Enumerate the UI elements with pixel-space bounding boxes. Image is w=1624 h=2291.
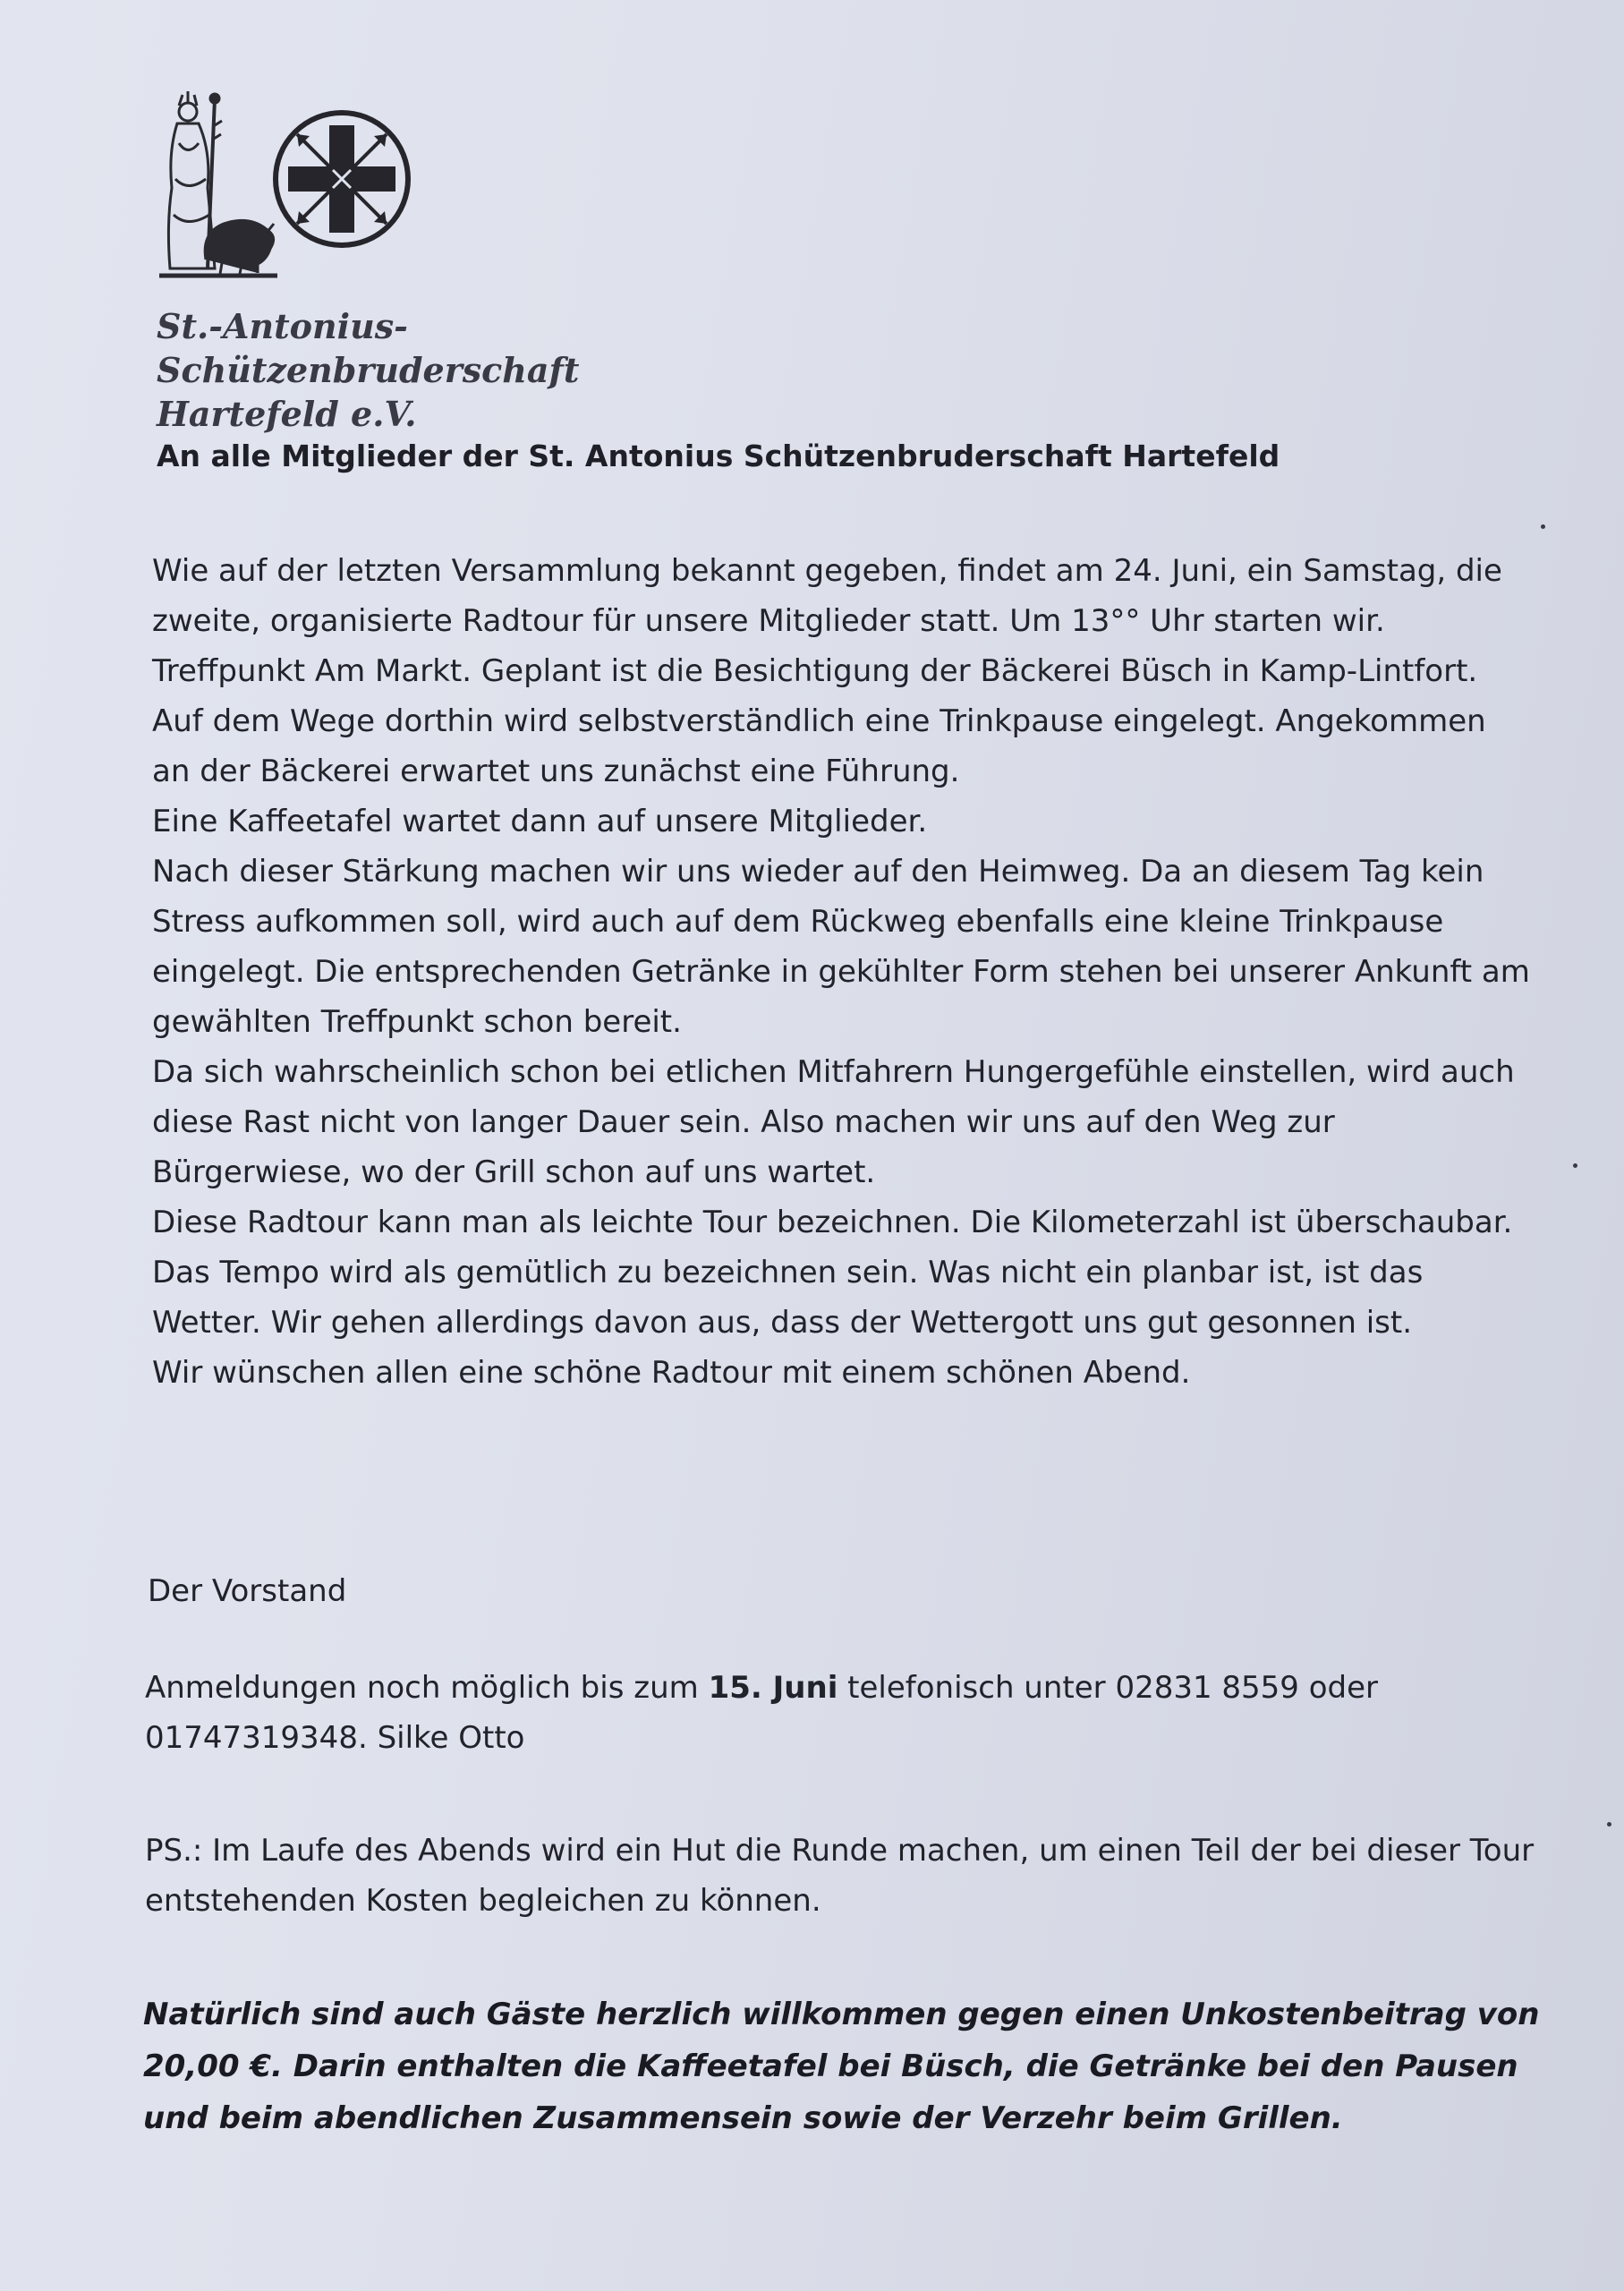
registration-suffix: telefonisch unter 02831 8559 oder 01747319348. Silke Otto <box>145 1670 1379 1756</box>
postscript: PS.: Im Laufe des Abends wird ein Hut die Runde machen, um einen Teil der bei dieser Tour entstehenden Kosten begleichen zu können. <box>145 1833 1535 1919</box>
body-paragraph-5: Diese Radtour kann man als leichte Tour bezeichnen. Die Kilometerzahl ist überschaubar. Das Tempo wird als gemütlich zu bezeichnen sein. Was nicht ein planbar ist, ist das Wetter. Wir gehen allerdings davon aus, dass der Wettergott uns gut gesonnen ist. <box>152 1205 1513 1341</box>
guests-note: Natürlich sind auch Gäste herzlich willkommen gegen einen Unkostenbeitrag von 20,00 €. Darin enthalten die Kaffeetafel bei Büsch, die Getränke bei den Pausen und beim abendlichen Zusammensein sowie der Verzehr beim Grillen. <box>143 1997 1540 2136</box>
signature: Der Vorstand <box>148 1573 347 1609</box>
registration-note <box>145 1663 1541 1763</box>
paper-speck <box>1607 1822 1611 1827</box>
org-name-line-1: St.-Antonius- <box>157 306 408 346</box>
org-name <box>157 304 783 436</box>
body-paragraph-6: Wir wünschen allen eine schöne Radtour mit einem schönen Abend. <box>152 1355 1191 1391</box>
letter-body <box>152 546 1530 1398</box>
registration-deadline: 15. Juni <box>708 1670 838 1706</box>
paper-speck <box>1541 524 1545 529</box>
body-paragraph-1: Wie auf der letzten Versammlung bekannt gegeben, findet am 24. Juni, ein Samstag, die zweite, organisierte Radtour für unsere Mitglieder statt. Um 13°° Uhr starten wir. Treffpunkt Am Markt. Geplant ist die Besichtigung der Bäckerei Büsch in Kamp-Lintfort. Auf dem Wege dorthin wird selbstverständlich eine Trinkpause eingelegt. Angekommen an der Bäckerei erwartet uns zunächst eine Führung. <box>152 553 1502 789</box>
org-name-line-2: Schützenbruderschaft <box>157 350 580 390</box>
cross-emblem-icon <box>276 113 408 245</box>
registration-prefix: Anmeldungen noch möglich bis zum <box>145 1670 709 1706</box>
org-name-line-3: Hartefeld e.V. <box>157 394 417 434</box>
st-antonius-figure-icon <box>159 91 277 276</box>
body-paragraph-4: Da sich wahrscheinlich schon bei etlichen Mitfahrern Hungergefühle einstellen, wird auch diese Rast nicht von langer Dauer sein. Also machen wir uns auf den Weg zur Bürgerwiese, wo der Grill schon auf uns wartet. <box>152 1054 1515 1190</box>
paper-speck <box>1573 1163 1577 1168</box>
body-paragraph-3: Nach dieser Stärkung machen wir uns wieder auf den Heimweg. Da an diesem Tag kein Stress aufkommen soll, wird auch auf dem Rückweg ebenfalls eine kleine Trinkpause eingelegt. Die entsprechenden Getränke in gekühlter Form stehen bei unserer Ankunft am gewählten Treffpunkt schon bereit. <box>152 854 1530 1040</box>
body-paragraph-2: Eine Kaffeetafel wartet dann auf unsere Mitglieder. <box>152 804 928 839</box>
salutation-heading: An alle Mitglieder der St. Antonius Schützenbruderschaft Hartefeld <box>157 439 1280 473</box>
org-logo <box>152 89 421 286</box>
